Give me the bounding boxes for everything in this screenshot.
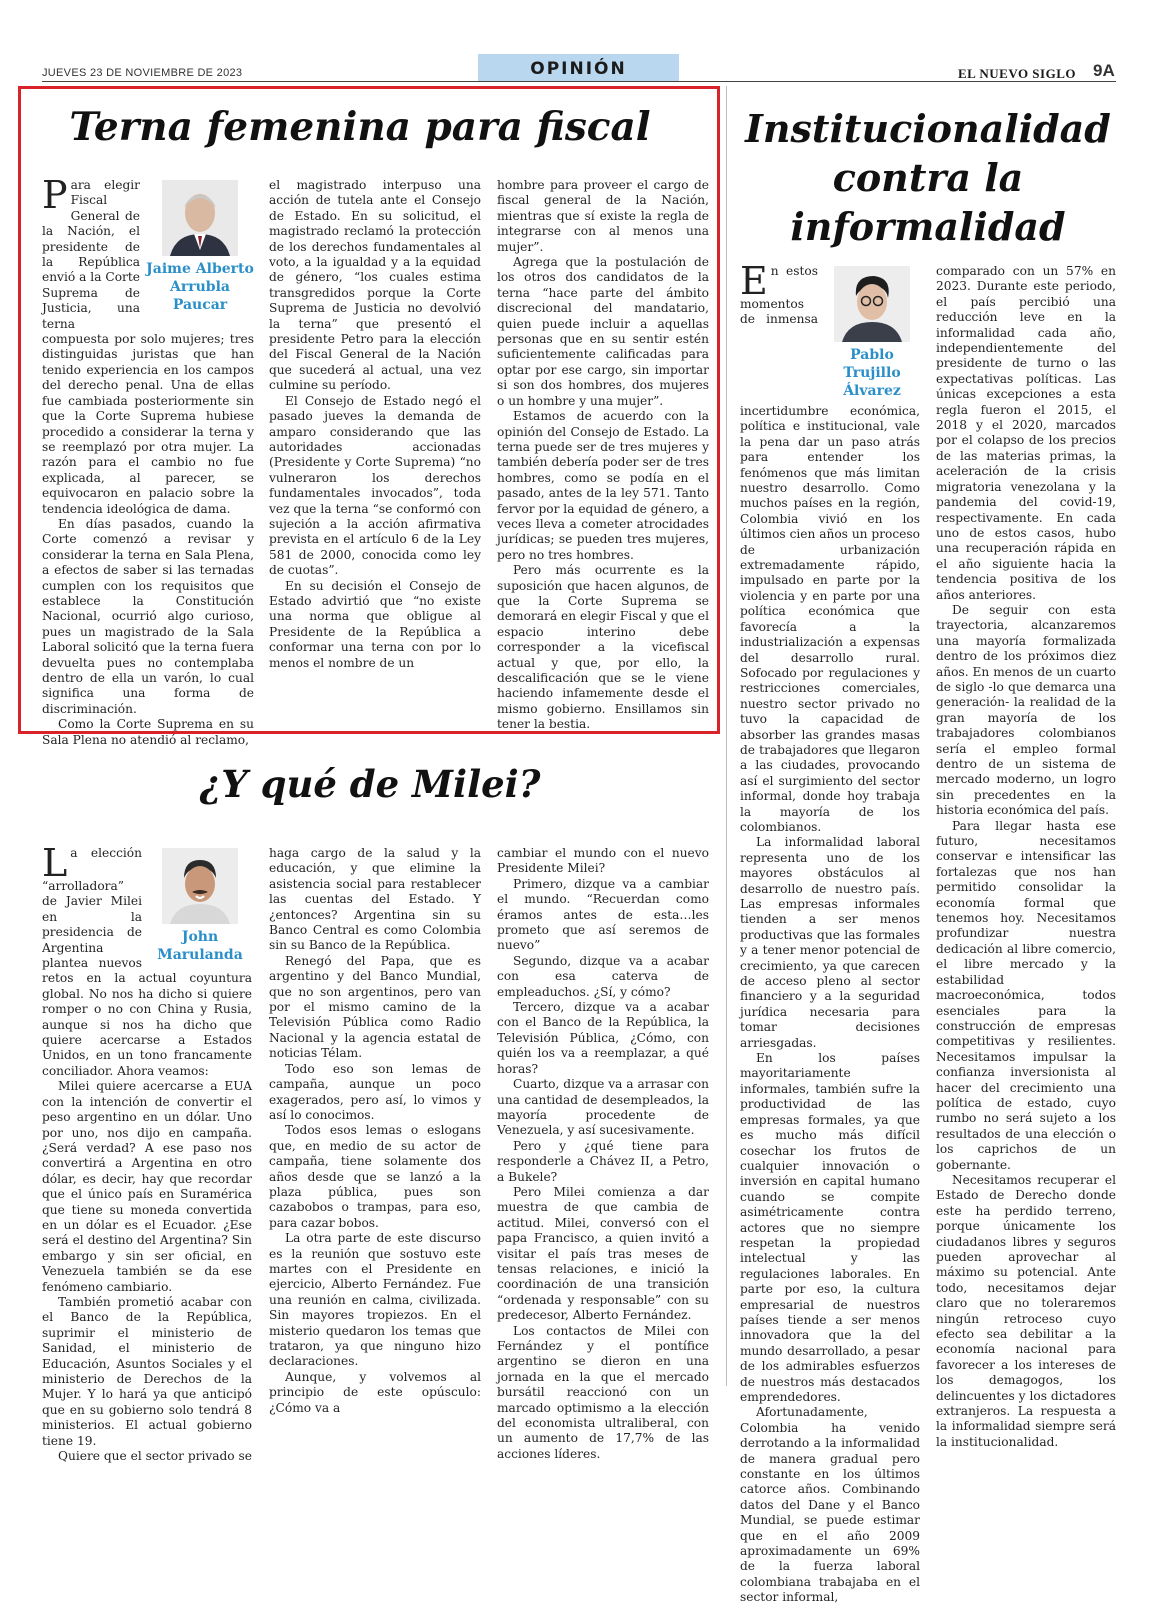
paragraph: De seguir con esta trayectoria, alcanzaremos una mayoría formalizada dentro de los próximos diez años. En menos de un cuarto de siglo -lo que demarca una generación- la realidad de la gran mayoría de los trabajadores colombianos sería el empleo formal dentro de un sistema de mercado moderno, un logro sin precedentes en la historia económica del país. <box>936 602 1116 818</box>
newspaper-name: EL NUEVO SIGLO <box>958 66 1076 81</box>
article-title-terna: Terna femenina para fiscal <box>69 104 651 150</box>
paragraph: cambiar el mundo con el nuevo Presidente Milei? <box>497 846 709 876</box>
paragraph: El Consejo de Estado negó el pasado jueves la demanda de amparo considerando que las autoridades accionadas (Presidente y Corte Suprema) “no vulneraron los derechos fundamentales invocados”, toda vez que la terna “se conformó con sujeción a la acción afirmativa prevista en el artículo 6 de la Ley 581 de 2000, conocida como ley de cuotas”. <box>269 393 481 578</box>
issue-date: JUEVES 23 DE NOVIEMBRE DE 2023 <box>42 67 243 79</box>
paragraph: Renegó del Papa, que es argentino y del Banco Mundial, que no son argentinos, pero van por el mismo camino de la Televisión Pública como Radio Nacional y la agencia estatal de noticias Télam. <box>269 953 481 1061</box>
paragraph: Como la Corte Suprema en su Sala Plena no atendió al reclamo, <box>42 717 254 747</box>
paragraph: Primero, dizque va a cambiar el mundo. “Recuerdan como éramos antes de esta…les prometo que así seremos de nuevo” <box>497 876 709 953</box>
article-title-milei: ¿Y qué de Milei? <box>199 762 541 806</box>
article3-column-3 <box>497 846 709 1462</box>
paragraph: En estos momentos de inmensa incertidumbre económica, política e institucional, vale la pena dar un paso atrás para entender los fenómenos que más limitan nuestro desarrollo. Como muchos países en la región, Colombia vivió en los últimos cien años un proceso de urbanización extremadamente rápido, impulsado en parte por la violencia y en parte por una política económica que favorecía a la industrialización a expensas del desarrollo rural. Sofocado por regulaciones y restricciones comerciales, nuestro sector privado no tuvo la capacidad de absorber las grandes masas de trabajadores que llegaron a las ciudades, provocando así el surgimiento del sector informal, donde hoy trabaja la mayoría de los colombianos. <box>740 259 920 834</box>
paragraph: comparado con un 57% en 2023. Durante este periodo, el país percibió una reducción leve en la informalidad cada año, independientemente del presidente de turno o las expectativas políticas. Las únicas excepciones a esta regla fueron el 2015, el 2018 y el 2020, marcados por el colapso de los precios de las materias primas, la aceleración de la crisis migratoria venezolana y la pandemia del covid-19, respectivamente. En cada uno de estos casos, hubo una recuperación rápida en el año siguiente hacia la tendencia positiva de los años anteriores. <box>936 264 1116 602</box>
article3-column-2 <box>269 846 481 1416</box>
article3-column-1 <box>42 841 252 1464</box>
article-title-institucionalidad: Institucionalidad contra la informalidad <box>745 106 1111 249</box>
author-name: Jaime Alberto Arrubla Paucar <box>146 261 254 313</box>
paragraph: Afortunadamente, Colombia ha venido derrotando a la informalidad de manera gradual pero constante en los últimos catorce años. Combinando datos del Dane y el Banco Mundial, se puede estimar que en el año 2009 aproximadamente un 69% de la fuerza laboral colombiana trabajaba en el sector informal, <box>740 1405 920 1605</box>
author-photo <box>162 848 238 924</box>
header-rule <box>42 81 1116 82</box>
article1-column-3 <box>497 178 709 733</box>
paragraph: Milei quiere acercarse a EUA con la intención de convertir el peso argentino en un dólar. Uno por uno, nos dijo en campaña. ¿Será verdad? A ese paso nos convertirá a Argentina en otro dólar, es decir, hay que recordar que el único país en Suramérica que tiene su moneda convertida en un dólar es el Ecuador. ¿Ese será el destino del Argentina? Sin embargo y sin ser oficial, en Venezuela también se da ese fenómeno cambiario. <box>42 1079 252 1294</box>
paragraph: Todos esos lemas o eslogans que, en medio de su actor de campaña, tiene solamente dos años desde que se lanzó a la plaza pública, pues son cazabobos o trampas, para eso, para cazar bobos. <box>269 1123 481 1230</box>
page-number: 9A <box>1093 61 1115 80</box>
paragraph: También prometió acabar con el Banco de la República, suprimir el ministerio de Sanidad, el ministerio de Educación, Asuntos Sociales y el ministerio de Derechos de la Mujer. Y lo hará ya que anticipó que en su gobierno solo tendrá 8 ministerios. El actual gobierno tiene 19. <box>42 1294 252 1448</box>
author-photo <box>162 180 238 256</box>
paragraph: hombre para proveer el cargo de fiscal general de la Nación, mientras que sí existe la regla de integrarse con al menos una mujer”. <box>497 178 709 254</box>
article1-column-2 <box>269 178 481 671</box>
paragraph: Todo eso son lemas de campaña, aunque un poco exagerados, pero así, lo vimos y así lo conocimos. <box>269 1061 481 1122</box>
paragraph: Cuarto, dizque va a arrasar con una cantidad de desempleados, la mayoría procedente de Venezuela, y así sucesivamente. <box>497 1077 709 1138</box>
paragraph: Para llegar hasta ese futuro, necesitamos conservar e intensificar las fortalezas que nos han permitido consolidar la economía formal que tenemos hoy. Necesitamos profundizar nuestra dedicación al libre comercio, el libre mercado y la estabilidad macroeconómica, todos esenciales para la construcción de empresas competitivas y resilientes. Necesitamos impulsar la confianza inversionista al hacer del crecimiento una política de estado, cuyo rumbo no será sujeto a los resultados de una elección o los caprichos de un gobernante. <box>936 818 1116 1172</box>
column-divider <box>726 86 727 1386</box>
paragraph: Pero Milei comienza a dar muestra de que cambia de actitud. Milei, conversó con el papa Francisco, a quien invitó a visitar el país tras meses de tensas relaciones, e inició la coordinación de una transición “ordenada y responsable” con su predecesor, Alberto Fernández. <box>497 1184 709 1323</box>
drop-cap: L <box>42 841 68 885</box>
paragraph: Pero más ocurrente es la suposición que hacen algunos, de que la Corte Suprema se demorará en elegir Fiscal y que el espacio interino debe corresponder a la vicefiscal actual y que, por ello, la descalificación que se le viene haciendo infamemente desde el mismo gobierno. Ensillamos sin tener la bestia. <box>497 563 709 732</box>
paragraph: La otra parte de este discurso es la reunión que sostuvo este martes con el Presidente en ejercicio, Alberto Fernández. Fue una reunión en calma, civilizada. Sin mayores tropiezos. En el misterio quedaron los temas que trataron, ya que ninguno hizo declaraciones. <box>269 1231 481 1369</box>
paragraph: Tercero, dizque va a acabar con el Banco de la República, la Televisión Pública, ¿Cómo, con quién los va a reemplazar, a qué horas? <box>497 1000 709 1076</box>
drop-cap: P <box>42 173 68 217</box>
paragraph: Aunque, y volvemos al principio de este opúsculo: ¿Cómo va a <box>269 1369 481 1415</box>
paragraph: Quiere que el sector privado se <box>58 1449 252 1464</box>
article2-column-2 <box>936 264 1116 1450</box>
paragraph: el magistrado interpuso una acción de tutela ante el Consejo de Estado. En su solicitud, el magistrado reclamó la protección de los derechos fundamentales al voto, a la igualdad y a la equidad de género, “los cuales estima transgredidos porque la Corte Suprema de Justicia no devolvió la terna” que presentó el presidente Petro para la elección del Fiscal General de la Nación que sucederá al actual, una vez culmine su período. <box>269 178 481 393</box>
paragraph: La elección “arrolladora” de Javier Milei en la presidencia de Argentina plantea nuevos retos en la actual coyuntura global. No nos ha dicho si quiere romper o no con China y Rusia, aunque si nos ha dicho que quiere acercarse a Estados Unidos, en un tono francamente conciliador. Ahora veamos: <box>42 841 252 1078</box>
paragraph: Segundo, dizque va a acabar con esa caterva de empleaduchos. ¿Sí, y cómo? <box>497 953 709 999</box>
paragraph: Pero y ¿qué tiene para responderle a Chávez II, a Petro, a Bukele? <box>497 1138 709 1184</box>
paragraph: En los países mayoritariamente informales, también sufre la productividad de las empresas formales, ya que es mucho más difícil cosechar los frutos de cualquier innovación o inversión en capital humano cuando se compite asimétricamente contra actores que no siempre respetan la propiedad intelectual y las regulaciones laborales. En parte por eso, la cultura empresarial de nuestros países tiende a ser menos innovadora que la del mundo desarrollado, a pesar de los admirables esfuerzos de nuestros más destacados emprendedores. <box>740 1051 920 1404</box>
paragraph: En su decisión el Consejo de Estado advirtió que “no existe una norma que obligue al Presidente de la República a conformar una terna con por lo menos el nombre de un <box>269 578 481 670</box>
paragraph: La informalidad laboral representa uno de los mayores obstáculos al desarrollo de nuestro país. Las empresas informales tienden a ser menos productivas que las formales y a tener menor potencial de crecimiento, ya que carecen de acceso pleno al sector financiero y a la seguridad jurídica necesaria para tomar decisiones arriesgadas. <box>740 835 920 1050</box>
paragraph: Agrega que la postulación de los otros dos candidatos de la terna “hace parte del ámbito discrecional del mandatario, quien puede incluir a aquellas personas que en su sentir estén suficientemente calificadas para optar por ese cargo, sin importar si son dos hombres, dos mujeres o un hombre y una mujer”. <box>497 255 709 408</box>
paragraph: Los contactos de Milei con Fernández y el pontífice argentino se dieron en una jornada en la que el mercado bursátil reaccionó con un marcado optimismo a la elección del economista ultraliberal, con un aumento de 17,7% de las acciones líderes. <box>497 1323 709 1461</box>
paragraph: Necesitamos recuperar el Estado de Derecho donde este ha perdido terreno, porque únicamente los ciudadanos libres y seguros pueden aprovechar al máximo su potencial. Ante todo, necesitamos dejar claro que no toleraremos ningún retroceso cuyo efecto sea debilitar a la economía nacional para favorecer a los intereses de los demagogos, los delincuentes y los dictadores extranjeros. La respuesta a la informalidad siempre será la institucionalidad. <box>936 1172 1116 1449</box>
paragraph: Para elegir Fiscal General de la Nación, el presidente de la República envió a la Corte Suprema de Justicia, una terna compuesta por solo mujeres; tres distinguidas juristas que han tenido experiencia en los campos del derecho penal. Una de ellas fue cambiada posteriormente sin que la Corte Suprema hubiese procedido a considerar la terna y se reemplazó por otra mujer. La razón para el cambio no fue explicada, al parecer, se equivocaron en palacio sobre la tendencia ideológica de dama. <box>42 173 254 516</box>
paragraph: haga cargo de la salud y la educación, y que elimine la asistencia social para restablecer las cuentas del Estado. Y ¿entonces? Argentina sin su Banco Central es como Colombia sin su Banco de la República. <box>269 846 481 953</box>
section-label: OPINIÓN <box>478 54 679 82</box>
paragraph: Estamos de acuerdo con la opinión del Consejo de Estado. La terna puede ser de tres mujeres y también debería poder ser de tres hombres, como se podía en el pasado, antes de la ley 571. Tanto fervor por la equidad de género, a veces lleva a cometer atrocidades jurídicas; se pueden tres mujeres, pero no tres hombres. <box>497 409 709 562</box>
article2-column-1 <box>740 259 920 1606</box>
paragraph: En días pasados, cuando la Corte comenzó a revisar y considerar la terna en Sala Plena, a efectos de saber si las ternadas cumplen con los requisitos que establece la Constitución Nacional, ocurrió algo curioso, pues un magistrado de la Sala Laboral solicitó que la terna fuera devuelta pues no contemplaba dentro de ella un varón, lo cual significa una forma de discriminación. <box>42 516 254 716</box>
article1-column-1 <box>42 173 254 748</box>
drop-cap: E <box>740 259 768 303</box>
author-name: Pablo Trujillo Álvarez <box>843 347 901 399</box>
author-box <box>146 180 254 314</box>
author-box <box>824 266 920 400</box>
author-box <box>148 848 252 964</box>
author-name: John Marulanda <box>157 929 243 963</box>
author-photo <box>834 266 910 342</box>
